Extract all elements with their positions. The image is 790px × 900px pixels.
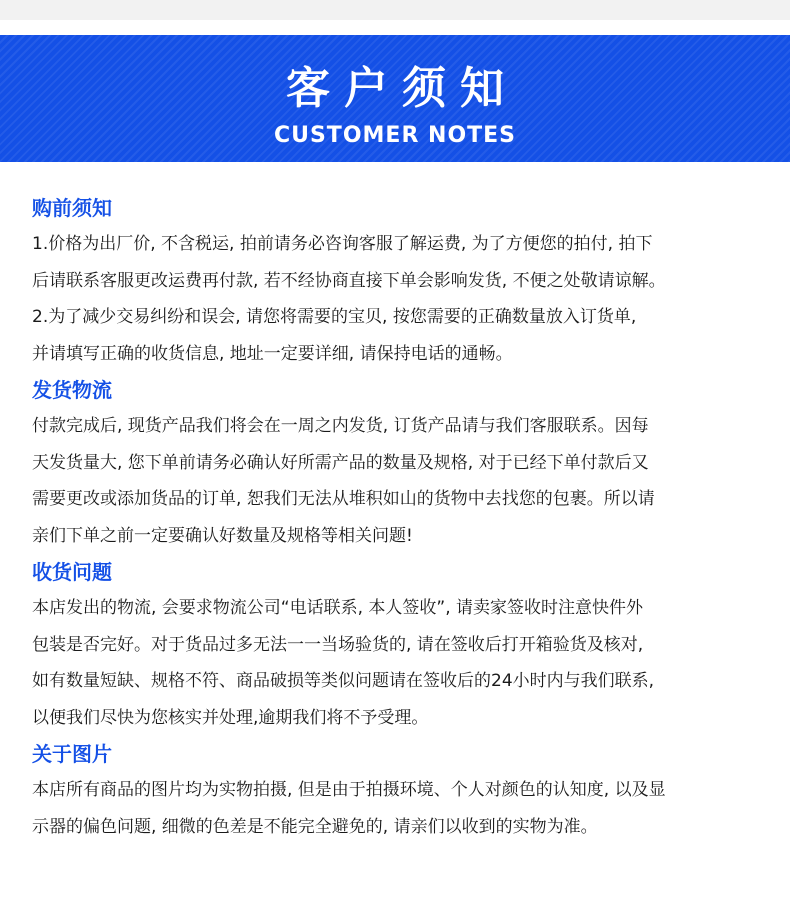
section-line: 如有数量短缺、规格不符、商品破损等类似问题请在签收后的24小时内与我们联系, [32,671,655,691]
section-purchase-notes [32,190,777,372]
banner-subtitle: CUSTOMER NOTES [273,123,517,148]
section-line: 1.价格为出厂价, 不含税运, 拍前请务必咨询客服了解运费, 为了方便您的拍付, 拍下 [32,234,653,254]
section-line: 亲们下单之前一定要确认好数量及规格等相关问题! [32,525,413,546]
notes-content [32,190,777,845]
section-heading: 购前须知 [32,196,112,220]
section-shipping-logistics [32,372,777,554]
section-line: 并请填写正确的收货信息, 地址一定要详细, 请保持电话的通畅。 [32,343,513,364]
section-line: 包装是否完好。对于货品过多无法一一当场验货的, 请在签收后打开箱验货及核对, [32,634,644,655]
section-line: 天发货量大, 您下单前请务必确认好所需产品的数量及规格, 对于已经下单付款后又 [32,452,649,473]
section-line: 本店发出的物流, 会要求物流公司“电话联系, 本人签收”, 请卖家签收时注意快件外 [32,598,644,618]
section-line: 后请联系客服更改运费再付款, 若不经协商直接下单会影响发货, 不便之处敬请谅解。 [32,270,666,291]
section-heading: 关于图片 [32,742,112,766]
banner-title: 客户须知 [286,63,518,114]
header-banner [0,35,790,162]
section-receiving-issues [32,554,777,736]
section-heading: 收货问题 [32,560,112,584]
top-spacer [0,0,790,20]
section-line: 付款完成后, 现货产品我们将会在一周之内发货, 订货产品请与我们客服联系。因每 [32,416,649,436]
section-about-images [32,736,777,845]
section-line: 需要更改或添加货品的订单, 恕我们无法从堆积如山的货物中去找您的包裹。所以请 [32,489,655,509]
section-line: 以便我们尽快为您核实并处理,逾期我们将不予受理。 [32,707,429,728]
section-line: 示器的偏色问题, 细微的色差是不能完全避免的, 请亲们以收到的实物为准。 [32,816,598,837]
section-line: 2.为了减少交易纠纷和误会, 请您将需要的宝贝, 按您需要的正确数量放入订货单, [32,307,637,327]
section-line: 本店所有商品的图片均为实物拍摄, 但是由于拍摄环境、个人对颜色的认知度, 以及显 [32,780,666,800]
section-heading: 发货物流 [32,378,112,402]
